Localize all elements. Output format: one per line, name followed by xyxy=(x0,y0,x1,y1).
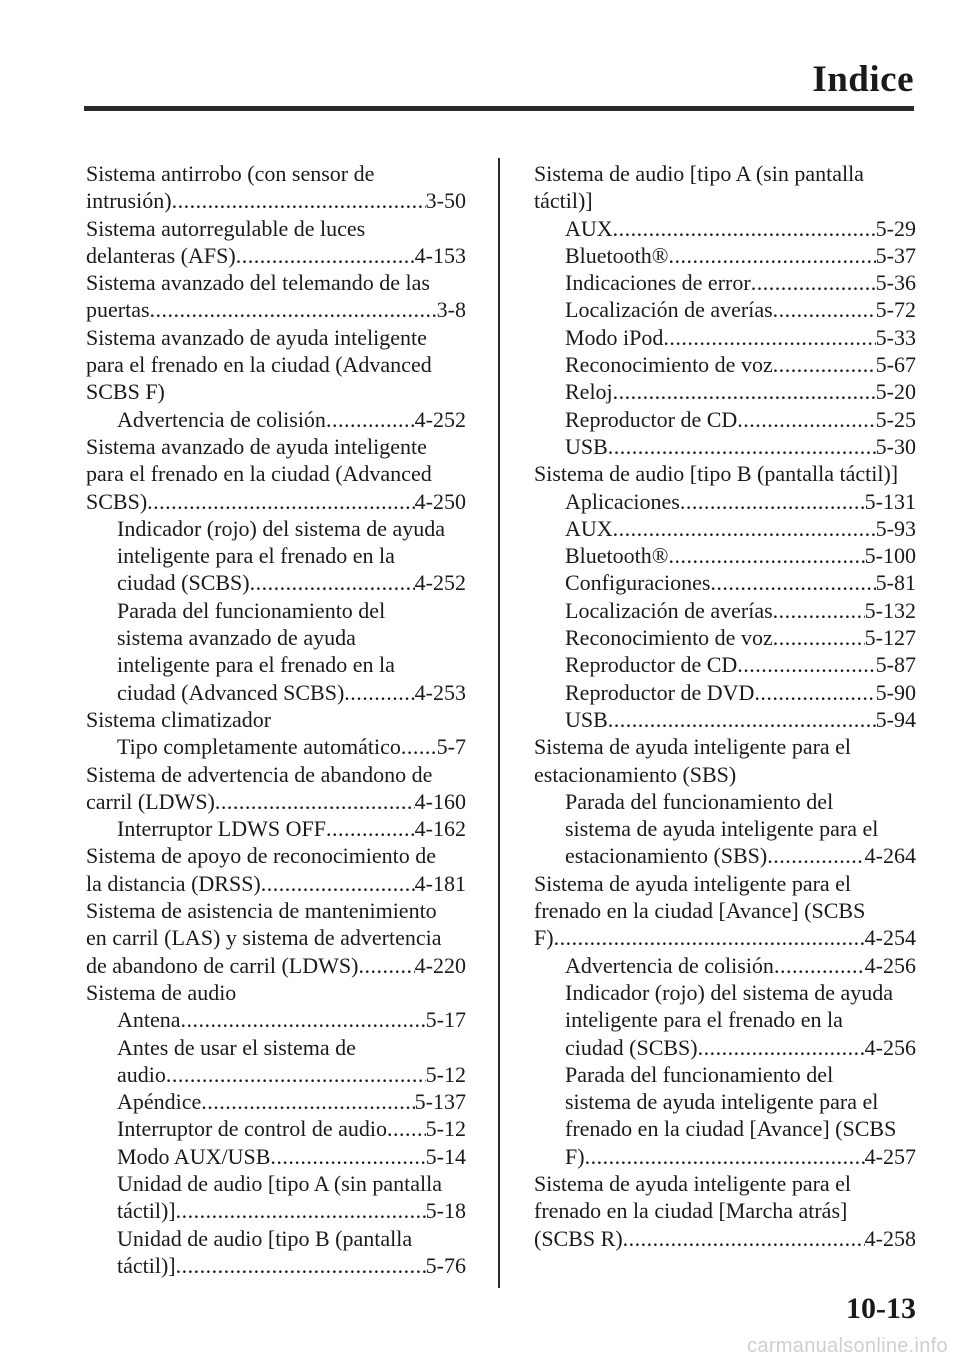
page-reference: 5-76 xyxy=(425,1252,466,1278)
index-subentry xyxy=(534,597,916,624)
page-reference: 5-94 xyxy=(875,706,916,732)
dot-leader xyxy=(773,296,876,323)
dot-leader xyxy=(737,406,875,433)
dot-leader xyxy=(774,952,865,979)
index-entry: Sistema antirrobo (con sensor de xyxy=(86,161,375,186)
page-reference: 5-81 xyxy=(875,570,916,596)
index-subentry: Indicador (rojo) del sistema de ayuda xyxy=(565,979,894,1005)
entry-text: USB xyxy=(565,433,608,459)
entry-text: Modo iPod xyxy=(565,324,664,350)
index-subentry xyxy=(534,542,916,569)
column-divider xyxy=(498,158,500,1288)
index-entry: Sistema avanzado de ayuda inteligente xyxy=(86,433,427,459)
page-title: Indice xyxy=(812,59,914,100)
index-entry: estacionamiento (SBS) xyxy=(534,761,737,787)
entry-text: Interruptor LDWS OFF xyxy=(117,816,326,842)
page-reference: 4-181 xyxy=(414,870,466,896)
page-reference: 4-252 xyxy=(414,406,466,432)
index-subentry xyxy=(534,952,916,979)
index-entry xyxy=(534,1225,916,1252)
index-entry: Sistema avanzado de ayuda inteligente xyxy=(86,324,427,350)
entry-text: ciudad (Advanced SCBS) xyxy=(117,679,345,705)
index-subentry xyxy=(534,624,916,651)
index-subentry xyxy=(534,433,916,460)
index-entry xyxy=(86,488,466,515)
index-entry xyxy=(86,187,466,214)
entry-text: Aplicaciones xyxy=(565,488,680,514)
page-reference: 5-93 xyxy=(875,515,916,541)
index-subentry xyxy=(534,1143,916,1170)
index-subentry xyxy=(534,569,916,596)
dot-leader xyxy=(326,406,415,433)
index-entry xyxy=(86,788,466,815)
page-reference: 5-29 xyxy=(875,215,916,241)
dot-leader xyxy=(147,488,415,515)
index-entry xyxy=(534,924,916,951)
index-subentry xyxy=(86,815,466,842)
index-entry: Sistema de ayuda inteligente para el xyxy=(534,734,852,760)
index-column-left xyxy=(86,160,466,1279)
index-subentry: sistema de ayuda inteligente para el xyxy=(565,816,879,842)
entry-text: ciudad (SCBS) xyxy=(565,1034,698,1060)
dot-leader xyxy=(663,324,875,351)
page-reference: 5-7 xyxy=(436,734,466,760)
index-entry xyxy=(86,242,466,269)
entry-text: táctil)] xyxy=(117,1252,176,1278)
index-subentry xyxy=(86,1115,466,1142)
dot-leader xyxy=(680,488,865,515)
index-subentry: Unidad de audio [tipo B (pantalla xyxy=(117,1225,413,1251)
index-subentry xyxy=(534,296,916,323)
entry-text: Advertencia de colisión xyxy=(565,952,774,978)
entry-text: (SCBS R) xyxy=(534,1225,623,1251)
index-subentry xyxy=(86,406,466,433)
page-reference: 3-8 xyxy=(436,297,466,323)
index-entry xyxy=(86,870,466,897)
entry-text: Reconocimiento de voz xyxy=(565,625,773,651)
page-reference: 5-37 xyxy=(875,242,916,268)
dot-leader xyxy=(613,378,876,405)
entry-text: de abandono de carril (LDWS) xyxy=(86,952,359,978)
page-reference: 4-256 xyxy=(864,1034,916,1060)
page-reference: 4-250 xyxy=(414,488,466,514)
page-reference: 5-30 xyxy=(875,433,916,459)
page-reference: 4-220 xyxy=(414,952,466,978)
index-subentry xyxy=(534,215,916,242)
entry-text: Reproductor de CD xyxy=(565,406,738,432)
dot-leader xyxy=(585,1143,865,1170)
index-entry: Sistema de audio xyxy=(86,979,237,1005)
index-subentry: Indicador (rojo) del sistema de ayuda xyxy=(117,515,446,541)
index-subentry xyxy=(86,569,466,596)
index-entry: frenado en la ciudad [Avance] (SCBS xyxy=(534,898,866,924)
index-subentry xyxy=(86,1143,466,1170)
page-reference: 5-127 xyxy=(864,625,916,651)
entry-text: Modo AUX/USB xyxy=(117,1143,271,1169)
page-reference: 4-256 xyxy=(864,952,916,978)
dot-leader xyxy=(326,815,415,842)
entry-text: Bluetooth® xyxy=(565,543,669,569)
dot-leader xyxy=(710,569,875,596)
page-reference: 4-264 xyxy=(864,843,916,869)
dot-leader xyxy=(608,433,876,460)
index-subentry xyxy=(534,706,916,733)
entry-text: Interruptor de control de audio xyxy=(117,1116,388,1142)
page-reference: 5-137 xyxy=(414,1089,466,1115)
index-subentry xyxy=(534,269,916,296)
index-subentry xyxy=(534,488,916,515)
index-subentry: frenado en la ciudad [Avance] (SCBS xyxy=(565,1116,897,1142)
dot-leader xyxy=(754,679,875,706)
index-subentry: inteligente para el frenado en la xyxy=(117,652,395,678)
entry-text: AUX xyxy=(565,515,613,541)
entry-text: Bluetooth® xyxy=(565,242,669,268)
index-entry: para el frenado en la ciudad (Advanced xyxy=(86,352,432,378)
entry-text: Reproductor de CD xyxy=(565,652,738,678)
entry-text: ciudad (SCBS) xyxy=(117,570,250,596)
dot-leader xyxy=(181,1006,426,1033)
index-subentry: Parada del funcionamiento del xyxy=(565,788,834,814)
page-reference: 5-12 xyxy=(425,1061,466,1087)
index-entry: SCBS F) xyxy=(86,379,165,405)
entry-text: intrusión) xyxy=(86,188,172,214)
page-reference: 4-257 xyxy=(864,1143,916,1169)
entry-text: Antena xyxy=(117,1007,181,1033)
dot-leader xyxy=(344,679,414,706)
entry-text: Localización de averías xyxy=(565,297,773,323)
dot-leader xyxy=(236,242,415,269)
index-subentry xyxy=(534,679,916,706)
dot-leader xyxy=(767,842,864,869)
page-reference: 5-18 xyxy=(425,1198,466,1224)
index-subentry xyxy=(534,242,916,269)
page-reference: 5-72 xyxy=(875,297,916,323)
page-number: 10-13 xyxy=(846,1292,916,1325)
index-subentry xyxy=(86,1088,466,1115)
page-reference: 5-87 xyxy=(875,652,916,678)
page-reference: 5-67 xyxy=(875,352,916,378)
dot-leader xyxy=(150,296,437,323)
dot-leader xyxy=(358,952,414,979)
dot-leader xyxy=(773,351,876,378)
entry-text: carril (LDWS) xyxy=(86,788,215,814)
page-reference: 5-132 xyxy=(864,597,916,623)
index-entry: frenado en la ciudad [Marcha atrás] xyxy=(534,1198,848,1224)
page-reference: 4-160 xyxy=(414,788,466,814)
dot-leader xyxy=(215,788,415,815)
index-subentry xyxy=(86,1006,466,1033)
index-subentry: sistema avanzado de ayuda xyxy=(117,625,356,651)
dot-leader xyxy=(698,1034,865,1061)
index-subentry xyxy=(534,378,916,405)
page-reference: 5-131 xyxy=(864,488,916,514)
index-entry xyxy=(86,296,466,323)
dot-leader xyxy=(669,242,876,269)
index-subentry: Parada del funcionamiento del xyxy=(117,597,386,623)
dot-leader xyxy=(261,870,415,897)
index-entry: táctil)] xyxy=(534,188,593,214)
index-subentry xyxy=(534,842,916,869)
dot-leader xyxy=(250,569,415,596)
entry-text: F) xyxy=(565,1143,585,1169)
index-entry: Sistema de advertencia de abandono de xyxy=(86,761,433,787)
header-divider xyxy=(84,106,914,111)
entry-text: USB xyxy=(565,706,608,732)
index-subentry xyxy=(86,1197,466,1224)
index-subentry xyxy=(534,406,916,433)
page-reference: 5-25 xyxy=(875,406,916,432)
entry-text: SCBS) xyxy=(86,488,148,514)
index-subentry xyxy=(534,651,916,678)
entry-text: delanteras (AFS) xyxy=(86,242,236,268)
entry-text: Reloj xyxy=(565,379,613,405)
page-reference: 4-254 xyxy=(864,925,916,951)
dot-leader xyxy=(201,1088,414,1115)
page-reference: 4-252 xyxy=(414,570,466,596)
dot-leader xyxy=(773,624,865,651)
entry-text: Indicaciones de error xyxy=(565,270,751,296)
page-reference: 5-90 xyxy=(875,679,916,705)
dot-leader xyxy=(166,1061,426,1088)
index-subentry: inteligente para el frenado en la xyxy=(565,1007,843,1033)
entry-text: la distancia (DRSS) xyxy=(86,870,261,896)
index-entry: Sistema de apoyo de reconocimiento de xyxy=(86,843,437,869)
dot-leader xyxy=(773,597,865,624)
index-subentry xyxy=(534,351,916,378)
page-reference: 4-258 xyxy=(864,1225,916,1251)
page-reference: 5-100 xyxy=(864,543,916,569)
dot-leader xyxy=(623,1225,865,1252)
entry-text: Advertencia de colisión xyxy=(117,406,326,432)
watermark-text: carmanualsonline.info xyxy=(747,1335,948,1357)
index-entry: para el frenado en la ciudad (Advanced xyxy=(86,461,432,487)
index-subentry xyxy=(86,1252,466,1279)
entry-text: Reconocimiento de voz xyxy=(565,352,773,378)
entry-text: F) xyxy=(534,925,554,951)
dot-leader xyxy=(176,1252,426,1279)
dot-leader xyxy=(669,542,865,569)
entry-text: Tipo completamente automático xyxy=(117,734,401,760)
index-entry xyxy=(86,952,466,979)
index-entry: Sistema avanzado del telemando de las xyxy=(86,270,430,296)
dot-leader xyxy=(608,706,876,733)
entry-text: puertas xyxy=(86,297,150,323)
dot-leader xyxy=(401,733,437,760)
page-reference: 5-12 xyxy=(425,1116,466,1142)
dot-leader xyxy=(172,187,426,214)
index-subentry xyxy=(86,679,466,706)
index-entry: Sistema de ayuda inteligente para el xyxy=(534,870,852,896)
index-subentry: Antes de usar el sistema de xyxy=(117,1034,356,1060)
index-subentry xyxy=(534,515,916,542)
entry-text: Reproductor de DVD xyxy=(565,679,755,705)
index-subentry: Unidad de audio [tipo A (sin pantalla xyxy=(117,1170,443,1196)
dot-leader xyxy=(387,1115,426,1142)
index-subentry: sistema de ayuda inteligente para el xyxy=(565,1089,879,1115)
index-entry: Sistema de audio [tipo A (sin pantalla xyxy=(534,161,864,186)
dot-leader xyxy=(270,1143,425,1170)
index-subentry: inteligente para el frenado en la xyxy=(117,543,395,569)
index-entry: Sistema de ayuda inteligente para el xyxy=(534,1170,852,1196)
index-subentry xyxy=(86,733,466,760)
page-reference: 5-20 xyxy=(875,379,916,405)
dot-leader xyxy=(176,1197,426,1224)
index-entry: Sistema de audio [tipo B (pantalla táctil)] xyxy=(534,461,899,487)
index-subentry xyxy=(534,324,916,351)
entry-text: táctil)] xyxy=(117,1198,176,1224)
entry-text: Localización de averías xyxy=(565,597,773,623)
index-entry: Sistema climatizador xyxy=(86,706,272,732)
index-subentry: Parada del funcionamiento del xyxy=(565,1061,834,1087)
entry-text: Configuraciones xyxy=(565,570,711,596)
dot-leader xyxy=(751,269,876,296)
page-reference: 5-33 xyxy=(875,324,916,350)
index-subentry xyxy=(86,1061,466,1088)
index-entry: Sistema autorregulable de luces xyxy=(86,215,366,241)
entry-text: estacionamiento (SBS) xyxy=(565,843,768,869)
page-reference: 4-153 xyxy=(414,242,466,268)
dot-leader xyxy=(613,215,876,242)
index-subentry xyxy=(534,1034,916,1061)
entry-text: Apéndice xyxy=(117,1089,202,1115)
page-reference: 4-253 xyxy=(414,679,466,705)
entry-text: audio xyxy=(117,1061,166,1087)
dot-leader xyxy=(737,651,875,678)
page-reference: 5-14 xyxy=(425,1143,466,1169)
dot-leader xyxy=(554,924,865,951)
page-reference: 5-17 xyxy=(425,1007,466,1033)
dot-leader xyxy=(613,515,876,542)
page-reference: 3-50 xyxy=(425,188,466,214)
index-column-right xyxy=(534,160,916,1252)
index-entry: Sistema de asistencia de mantenimiento xyxy=(86,898,437,924)
index-entry: en carril (LAS) y sistema de advertencia xyxy=(86,925,442,951)
page-reference: 4-162 xyxy=(414,816,466,842)
entry-text: AUX xyxy=(565,215,613,241)
page-reference: 5-36 xyxy=(875,270,916,296)
